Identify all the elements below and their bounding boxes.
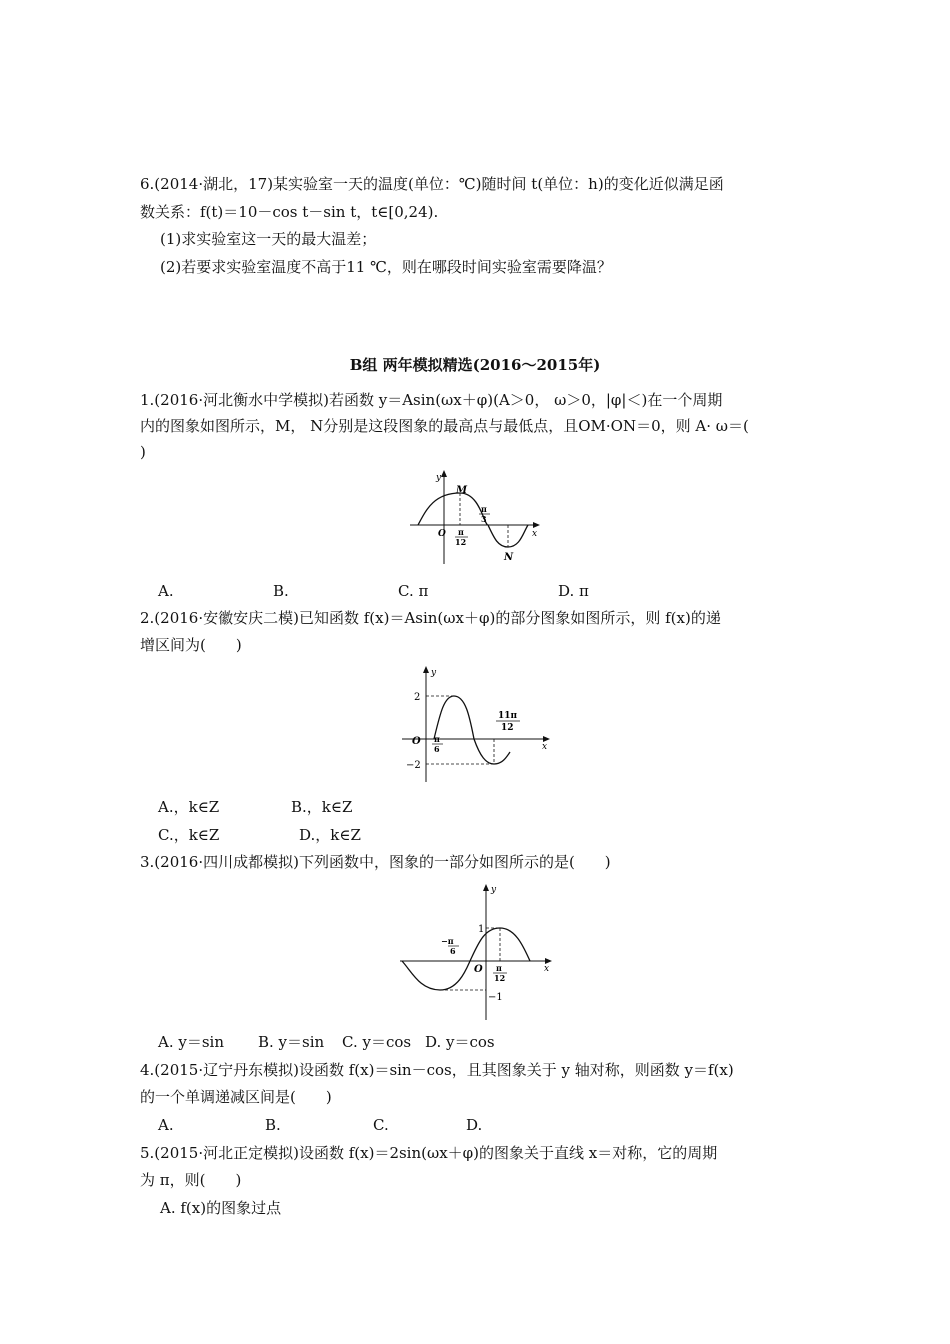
section-b-title: B组 两年模拟精选(2016～2015年) bbox=[349, 356, 601, 374]
q1-x-arrow bbox=[533, 522, 540, 528]
q2-option-b: B.，k∈Z bbox=[291, 798, 353, 816]
q4-option-a: A. bbox=[158, 1116, 174, 1134]
q4-line2: 的一个单调递减区间是( ) bbox=[140, 1088, 332, 1106]
q2-label-o: O bbox=[412, 736, 421, 747]
q2-label-two: 2 bbox=[414, 692, 421, 703]
q4-line1: 4.(2015·辽宁丹东模拟)设函数 f(x)＝sin－cos，且其图象关于 y 轴对称，则函数 y＝f(x) bbox=[140, 1061, 734, 1079]
q5-line1: 5.(2015·河北正定模拟)设函数 f(x)＝2sin(ωx＋φ)的图象关于直线 x＝对称，它的周期 bbox=[140, 1144, 718, 1162]
q2-option-c: C.，k∈Z bbox=[158, 826, 220, 844]
q2-label-neg-two: −2 bbox=[406, 760, 421, 771]
q3-label-x: x bbox=[544, 964, 550, 974]
q1-label-x: x bbox=[532, 529, 538, 539]
q3-option-b: B. y＝sin bbox=[258, 1033, 325, 1051]
q2-y-arrow bbox=[423, 666, 429, 673]
q3-option-a: A. y＝sin bbox=[158, 1033, 224, 1051]
q1-option-b: B. bbox=[273, 582, 289, 600]
q5-line2: 为 π，则( ) bbox=[140, 1171, 242, 1189]
q2-label-pi6-den: 6 bbox=[434, 744, 440, 754]
q1-option-a: A. bbox=[158, 582, 174, 600]
q2-label-y: y bbox=[431, 668, 437, 678]
q1-label-pi3-num: π bbox=[481, 504, 487, 514]
q2-option-d: D.，k∈Z bbox=[299, 826, 361, 844]
q1-label-y: y bbox=[436, 473, 442, 483]
q4-option-c: C. bbox=[373, 1116, 389, 1134]
q2-line2: 增区间为( ) bbox=[140, 636, 242, 654]
q3-label-pi12-num: π bbox=[496, 963, 502, 973]
q1-line1: 1.(2016·河北衡水中学模拟)若函数 y＝Asin(ωx＋φ)(A＞0， ω＞0，|φ|＜)在一个周期 bbox=[140, 391, 723, 409]
q1-sine-curve bbox=[418, 493, 528, 547]
q3-y-arrow bbox=[483, 884, 489, 891]
q6-line1: 6.(2014·湖北，17)某实验室一天的温度(单位：℃)随时间 t(单位：h)的变化近似满足函 bbox=[140, 175, 724, 193]
q2-label-x: x bbox=[542, 742, 548, 752]
q1-label-m: M bbox=[456, 485, 468, 496]
q3-graph bbox=[398, 880, 558, 1022]
q1-label-pi12-den: 12 bbox=[455, 537, 467, 547]
q1-option-c: C. π bbox=[398, 582, 429, 600]
q4-option-d: D. bbox=[466, 1116, 483, 1134]
q6-line2: 数关系：f(t)＝10－cos t－sin t，t∈[0,24). bbox=[140, 203, 439, 221]
q1-label-o: O bbox=[438, 529, 446, 539]
q3-label-o: O bbox=[474, 964, 483, 975]
q3-option-d: D. y＝cos bbox=[425, 1033, 495, 1051]
q1-label-pi12-num: π bbox=[458, 527, 464, 537]
q1-label-n: N bbox=[504, 552, 514, 563]
q1-line3: ) bbox=[140, 443, 146, 461]
q3-label-y: y bbox=[491, 885, 497, 895]
q1-label-pi3-den: 3 bbox=[481, 514, 487, 524]
q3-sine-curve bbox=[402, 928, 530, 990]
q1-line2: 内的图象如图所示，M， N分别是这段图象的最高点与最低点，且OM·ON＝0，则 A· ω＝( bbox=[140, 417, 749, 435]
q3-label-pi12-den: 12 bbox=[494, 973, 506, 983]
q4-option-b: B. bbox=[265, 1116, 281, 1134]
q2-sine-curve bbox=[434, 696, 510, 764]
q1-option-d: D. π bbox=[558, 582, 589, 600]
q3-label-neg-one: −1 bbox=[488, 992, 503, 1003]
q2-label-11pi-den: 12 bbox=[501, 723, 514, 733]
q1-graph bbox=[408, 468, 543, 566]
q1-y-arrow bbox=[441, 470, 447, 477]
q3-label-one: 1 bbox=[478, 924, 485, 935]
q2-graph bbox=[398, 664, 553, 784]
q2-label-pi6-num: π bbox=[434, 734, 440, 744]
q3-label-negpi6-num: −π bbox=[441, 936, 454, 946]
q3-label-negpi6-den: 6 bbox=[450, 946, 456, 956]
q3-option-c: C. y＝cos bbox=[342, 1033, 412, 1051]
q6-part2: (2)若要求实验室温度不高于11 ℃，则在哪段时间实验室需要降温？ bbox=[160, 258, 612, 276]
q2-option-a: A.，k∈Z bbox=[158, 798, 220, 816]
q6-part1: (1)求实验室这一天的最大温差； bbox=[160, 230, 377, 248]
q2-label-11pi-num: 11π bbox=[498, 711, 518, 721]
q5-option-a: A. f(x)的图象过点 bbox=[160, 1199, 282, 1217]
q3-line1: 3.(2016·四川成都模拟)下列函数中，图象的一部分如图所示的是( ) bbox=[140, 853, 611, 871]
q2-line1: 2.(2016·安徽安庆二模)已知函数 f(x)＝Asin(ωx＋φ)的部分图象如图所示，则 f(x)的递 bbox=[140, 609, 721, 627]
